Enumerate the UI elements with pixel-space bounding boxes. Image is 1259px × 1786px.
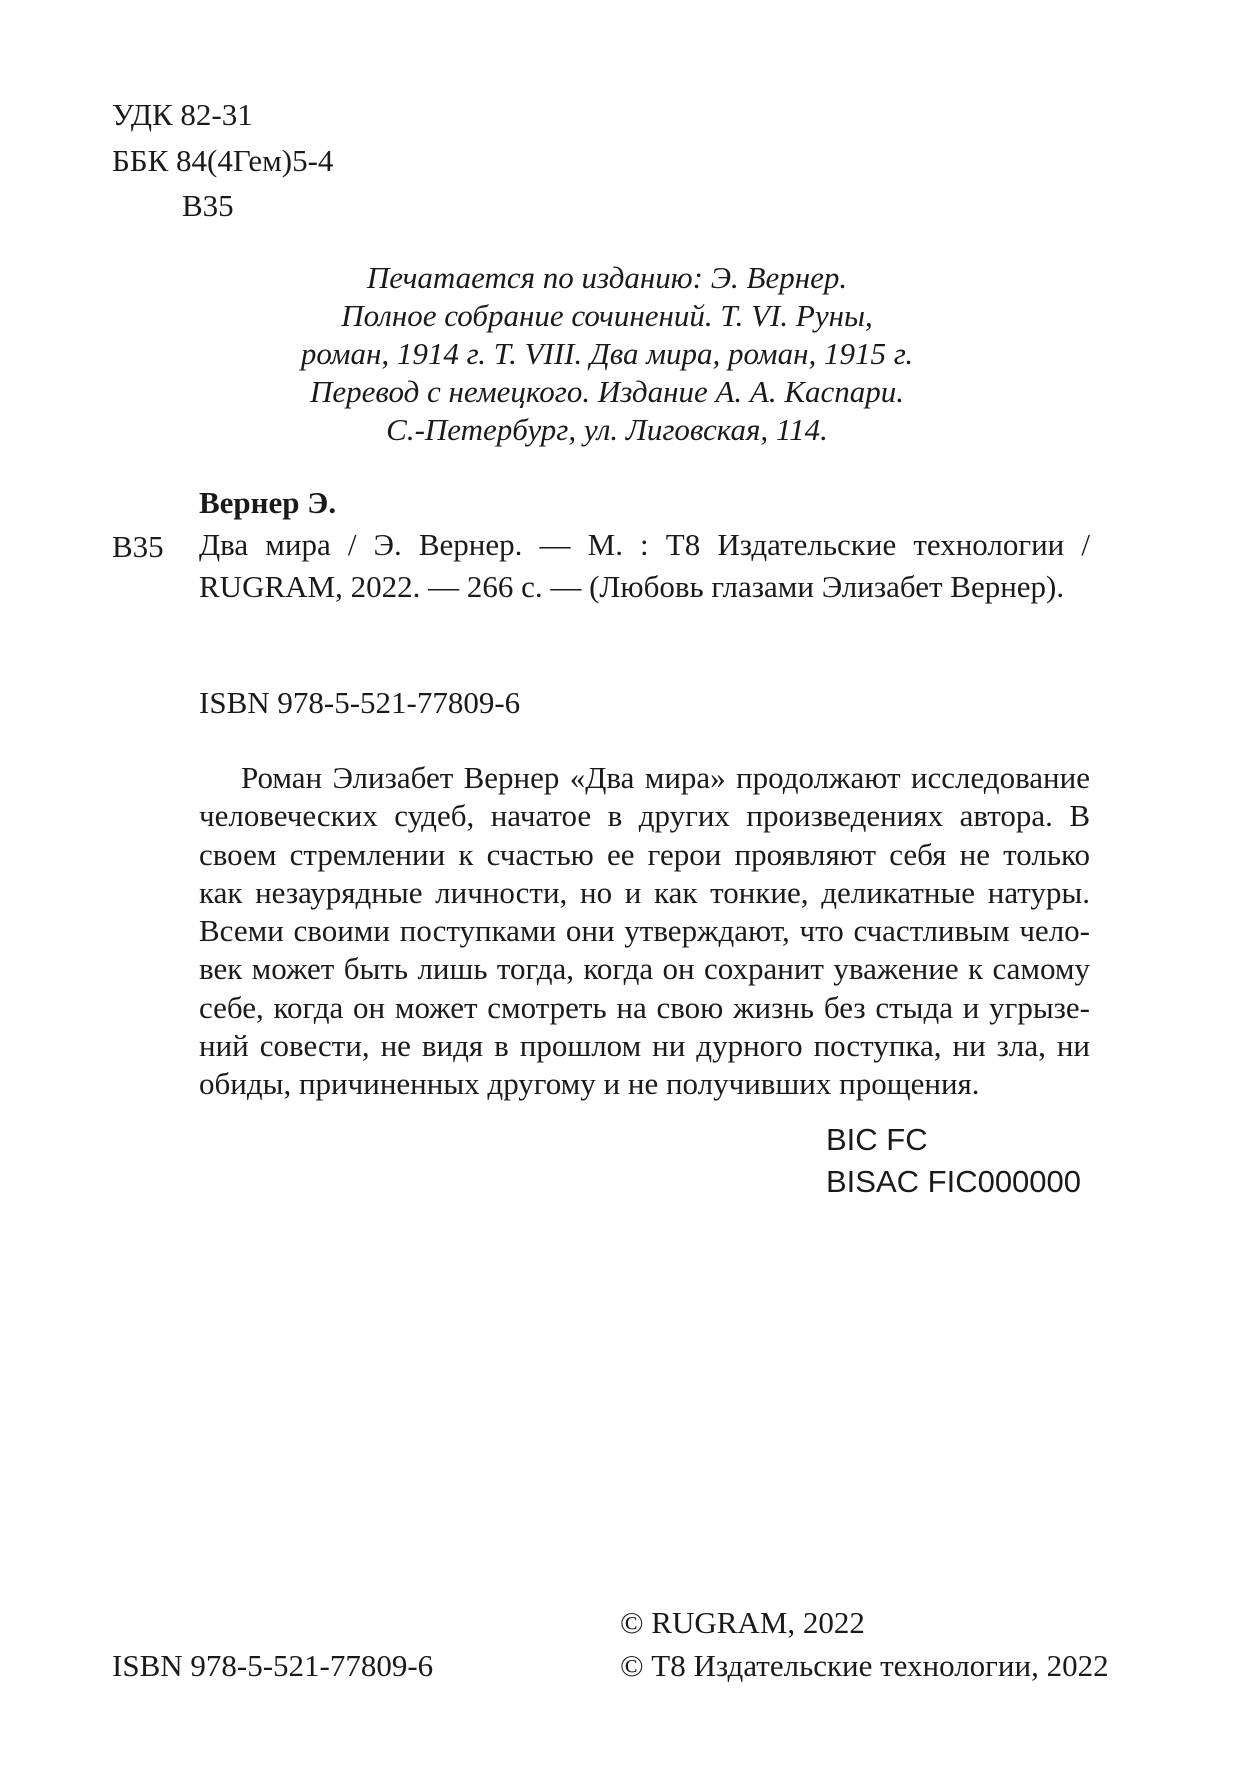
imprint-line: Перевод с немецкого. Издание А. А. Каспари. <box>310 374 904 409</box>
annotation: Роман Элизабет Вернер «Два мира» продолжают исследование человеческих судеб, начатое в других произведениях автора. В своем стремлении к счастью ее герои проявляют себя не только как незаурядные личности, но и как тонкие, деликатные натуры. Всеми своими поступками они утверждают, что счастливым человек может быть лишь тогда, когда он сохранит уважение к самому себе, когда он может смотреть на свою жизнь без стыда и угрызений совести, не видя в прошлом ни дурного поступка, ни зла, ни обиды, причиненных другому и не получивших прощения. <box>199 760 1090 1102</box>
bic-code: BIC FC <box>826 1122 928 1157</box>
author-heading: Вернер Э. <box>199 485 337 520</box>
copyright-t8: © Т8 Издательские технологии, 2022 <box>620 1648 1109 1683</box>
bibliographic-description: Два мира / Э. Вернер. — М. : Т8 Издательские технологии / RUGRAM, 2022. — 266 с. — (Любовь глазами Элизабет Вернер). <box>199 527 1090 604</box>
copyright-rugram: © RUGRAM, 2022 <box>620 1605 865 1640</box>
bisac-code: BISAC FIC000000 <box>826 1164 1082 1199</box>
isbn-footer: ISBN 978-5-521-77809-6 <box>112 1648 434 1683</box>
imprint-line: Печатается по изданию: Э. Вернер. <box>366 260 848 295</box>
bbk-code: ББК 84(4Гем)5-4 <box>112 143 334 178</box>
imprint-note <box>250 259 964 449</box>
author-mark-top: В35 <box>182 188 234 223</box>
imprint-line: роман, 1914 г. Т. VIII. Два мира, роман, 1915 г. <box>300 336 914 371</box>
imprint-line: Полное собрание сочинений. Т. VI. Руны, <box>341 298 873 333</box>
imprint-line: С.-Петербург, ул. Лиговская, 114. <box>386 412 828 447</box>
isbn: ISBN 978-5-521-77809-6 <box>199 685 521 720</box>
udk-code: УДК 82-31 <box>112 97 253 132</box>
author-mark: В35 <box>112 529 164 564</box>
